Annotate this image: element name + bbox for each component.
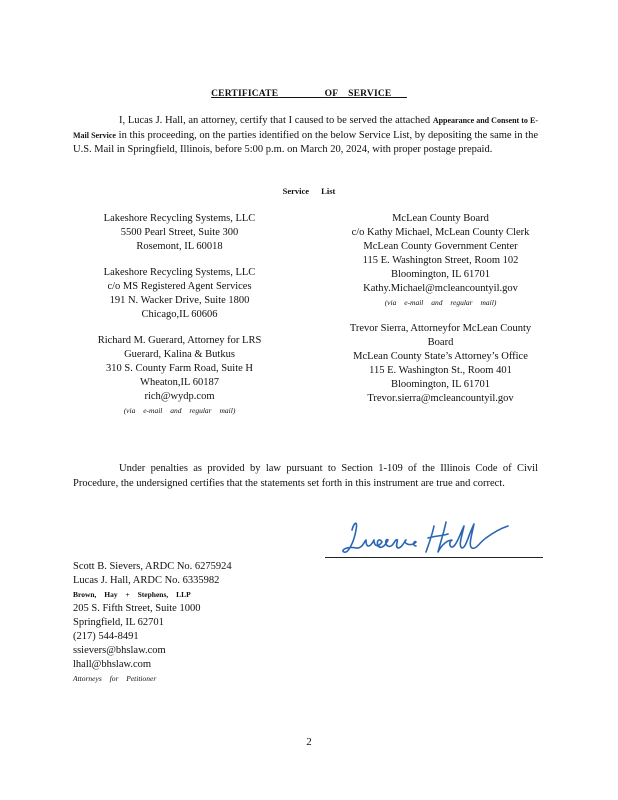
signature-line [325,557,543,558]
service-list-left-column [62,212,297,430]
service-party-line: Chicago,IL 60606 [141,309,218,320]
service-party-line: McLean County Board [392,213,489,224]
service-party-line: Richard M. Guerard, Attorney for LRS [97,335,262,346]
attorney-info-line: ssievers@bhslaw.com [73,645,166,656]
service-party-line: Trevor.sierra@mcleancountyil.gov [367,393,514,404]
service-party-line: 5500 Pearl Street, Suite 300 [120,227,239,238]
service-party-line: 191 N. Wacker Drive, Suite 1800 [109,295,250,306]
service-party-line: Bloomington, IL 61701 [390,379,491,390]
title-certificate: CERTIFICATE [211,89,279,99]
service-party-line: rich@wydp.com [144,391,215,402]
certificate-title [0,89,618,99]
title-of-service: OF SERVICE [324,89,392,99]
intro-paragraph [73,114,538,158]
attorney-role: Attorneys for Petitioner [73,674,157,683]
service-party-block [62,334,297,418]
intro-text-a: I, Lucas J. Hall, an attorney, certify that I caused to be served the attached [119,115,433,126]
service-party-block [62,266,297,322]
attorney-info-line: Scott B. Sievers, ARDC No. 6275924 [73,561,232,572]
service-party-line: Rosemont, IL 60018 [136,241,223,252]
service-party-line: 115 E. Washington St., Room 401 [369,365,512,376]
intro-text-c: in this proceeding, on the parties identified on the below Service List, by depositing the same in the U.S. Mail in Springfield, Illinois, before 5:00 p.m. on March 20, 2024, with proper postage prepaid. [73,129,538,155]
service-party-line: c/o Kathy Michael, McLean County Clerk [351,227,530,238]
service-list-right-column [318,212,563,418]
page-number: 2 [306,736,312,748]
service-party-line: Guerard, Kalina & Butkus [124,349,235,360]
service-party-line: 310 S. County Farm Road, Suite H [105,363,253,374]
service-party-block [318,212,563,310]
certification-paragraph: Under penalties as provided by law pursuant to Section 1-109 of the Illinois Code of Civil Procedure, the undersigned certifies that the statements set forth in this instrument are true and correct. [73,463,538,489]
service-party-block [62,212,297,254]
service-method-note: (via e-mail and regular mail) [384,298,497,307]
service-party-line: Board [427,337,454,348]
intro-document-name: Appearance and Consent to E-Mail Service [73,116,538,140]
service-party-line: Wheaton,IL 60187 [140,377,219,388]
attorney-info-line: Springfield, IL 62701 [73,617,164,628]
attorney-block [73,560,232,686]
service-party-line: Lakeshore Recycling Systems, LLC [103,213,256,224]
attorney-info-line: Lucas J. Hall, ARDC No. 6335982 [73,575,220,586]
service-party-line: Lakeshore Recycling Systems, LLC [103,267,256,278]
service-party-line: Trevor Sierra, Attorneyfor McLean County [349,323,532,334]
service-party-block [318,322,563,406]
service-party-line: Bloomington, IL 61701 [390,269,491,280]
law-firm-name: Brown, Hay + Stephens, LLP [73,590,191,599]
attorney-info-line: lhall@bhslaw.com [73,659,152,670]
service-party-line: 115 E. Washington Street, Room 102 [362,255,519,266]
service-party-line: c/o MS Registered Agent Services [107,281,252,292]
service-party-line: Kathy.Michael@mcleancountyil.gov [363,283,518,294]
attorney-info-line: (217) 544-8491 [73,631,139,642]
service-party-line: McLean County Government Center [363,241,518,252]
attorney-info-line: 205 S. Fifth Street, Suite 1000 [73,603,201,614]
service-list-title: Service List [282,186,336,196]
service-party-line: McLean County State’s Attorney’s Office [353,351,528,362]
service-method-note: (via e-mail and regular mail) [123,406,236,415]
